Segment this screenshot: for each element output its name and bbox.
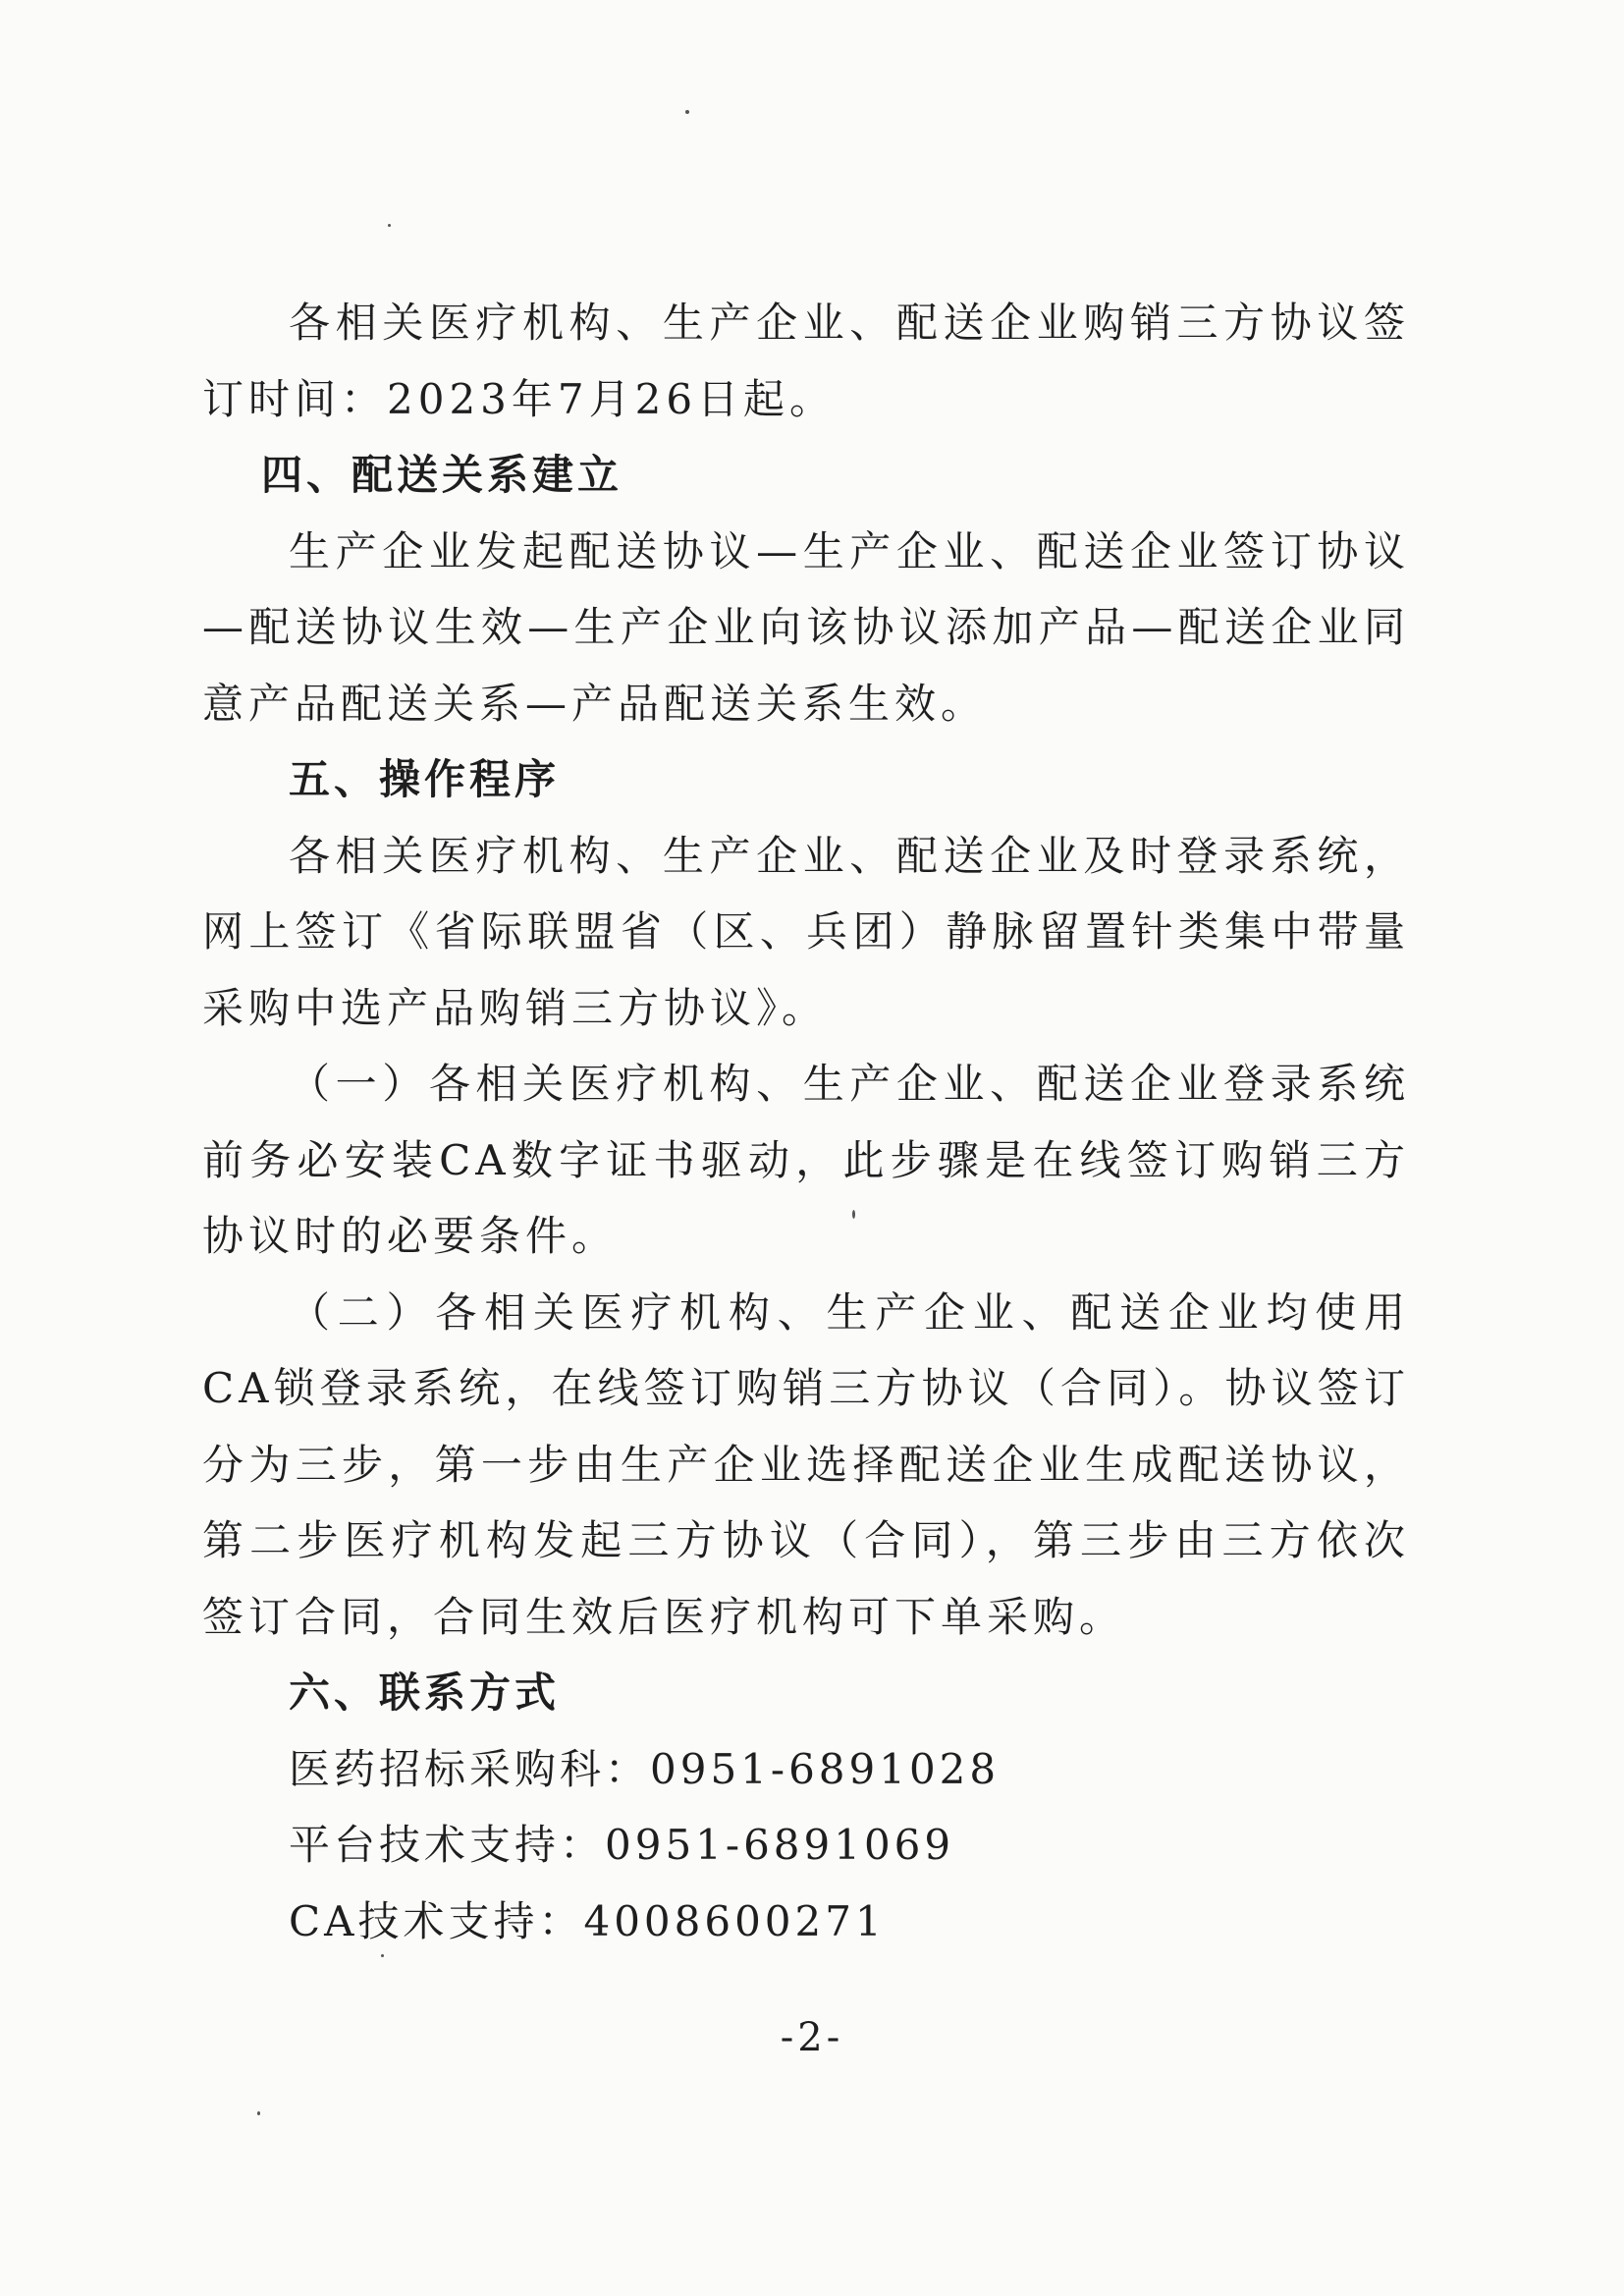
contact-ca-support: CA技术支持：4008600271 <box>289 1896 886 1945</box>
page-number: -2- <box>780 2015 844 2060</box>
scan-speck <box>685 110 689 114</box>
document-body <box>202 285 1410 1959</box>
scan-speck <box>388 224 391 227</box>
contact-procurement: 医药招标采购科：0951-6891028 <box>289 1744 1001 1793</box>
heading-delivery-relationship: 四、配送关系建立 <box>261 451 623 499</box>
paragraph-signing-time: 各相关医疗机构、生产企业、配送企业购销三方协议签订时间：2023年7月26日起。 <box>202 299 1410 423</box>
contact-platform-support: 平台技术支持：0951-6891069 <box>289 1821 955 1869</box>
heading-operation-procedure: 五、操作程序 <box>289 755 561 803</box>
paragraph-ca-lock-login: （二）各相关医疗机构、生产企业、配送企业均使用CA锁登录系统，在线签订购销三方协议（合同）。协议签订分为三步，第一步由生产企业选择配送企业生成配送协议，第二步医疗机构发起三方协议（合同），第三步由三方依次签订合同，合同生效后医疗机构可下单采购。 <box>202 1287 1410 1641</box>
heading-contact: 六、联系方式 <box>289 1668 561 1717</box>
paragraph-ca-driver: （一）各相关医疗机构、生产企业、配送企业登录系统前务必安装CA数字证书驱动，此步骤是在线签订购销三方协议时的必要条件。 <box>202 1060 1410 1260</box>
scan-speck <box>257 2111 260 2115</box>
paragraph-delivery-steps: 生产企业发起配送协议—生产企业、配送企业签订协议—配送协议生效—生产企业向该协议添加产品—配送企业同意产品配送关系—产品配送关系生效。 <box>202 526 1410 728</box>
paragraph-online-signing: 各相关医疗机构、生产企业、配送企业及时登录系统，网上签订《省际联盟省（区、兵团）静脉留置针类集中带量采购中选产品购销三方协议》。 <box>202 831 1410 1032</box>
